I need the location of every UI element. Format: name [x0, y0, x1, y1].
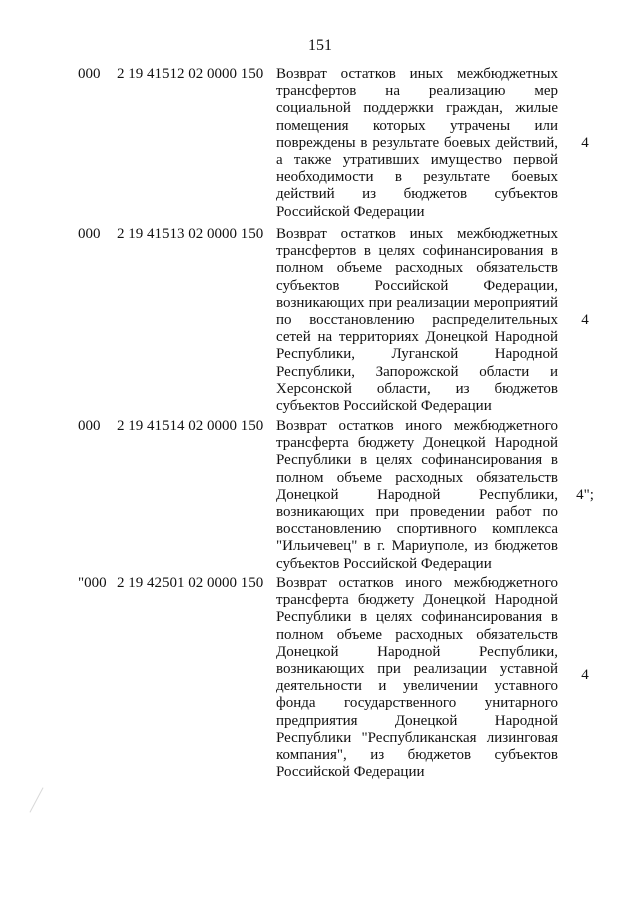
revenue-name: Возврат остатков иных межбюджетных трансфертов на реализацию мер социальной поддержки граждан, жилые помещения которых утрачены или повреждены в результате боевых действий, а также утративших имущество первой необходимости в результате боевых действий из бюджетов субъектов Российской Федерации: [276, 66, 558, 220]
admin-code: 000: [78, 226, 101, 242]
admin-code: 000: [78, 418, 101, 434]
page-number: 151: [308, 37, 332, 54]
admin-code: 000: [78, 66, 101, 82]
budget-classification-code: 2 19 42501 02 0000 150: [117, 575, 264, 591]
amount-value: 4: [581, 667, 589, 683]
table-row: [0, 418, 640, 574]
amount-value: 4: [581, 312, 589, 328]
amount-value: 4: [581, 135, 589, 151]
budget-classification-code: 2 19 41512 02 0000 150: [117, 66, 264, 82]
admin-code: "000: [78, 575, 107, 591]
table-row: [0, 226, 640, 416]
amount-value: 4";: [576, 487, 594, 503]
table-row: [0, 575, 640, 805]
table-row: [0, 66, 640, 222]
revenue-name: Возврат остатков иных межбюджетных трансфертов в целях софинансирования в полном объеме расходных обязательств субъектов Российской Федерации, возникающих при реализации мероприятий по восстановлению распределительных сетей на территориях Донецкой Народной Республики, Луганской Народной Республики, Запорожской области и Херсонской области, из бюджетов субъектов Российской Федерации: [276, 226, 558, 415]
revenue-name: Возврат остатков иного межбюджетного трансферта бюджету Донецкой Народной Республики в целях софинансирования в полном объеме расходных обязательств Донецкой Народной Республики, возникающих при реализации уставной деятельности и увеличении уставного фонда государственного унитарного предприятия Донецкой Народной Республики "Республиканская лизинговая компания", из бюджетов субъектов Российской Федерации: [276, 575, 558, 781]
budget-classification-code: 2 19 41513 02 0000 150: [117, 226, 264, 242]
revenue-name: Возврат остатков иного межбюджетного трансферта бюджету Донецкой Народной Республики в целях софинансирования в полном объеме расходных обязательств Донецкой Народной Республики, возникающих при проведении работ по восстановлению спортивного комплекса "Ильичевец" в г. Мариуполе, из бюджетов субъектов Российской Федерации: [276, 418, 558, 572]
budget-classification-code: 2 19 41514 02 0000 150: [117, 418, 264, 434]
